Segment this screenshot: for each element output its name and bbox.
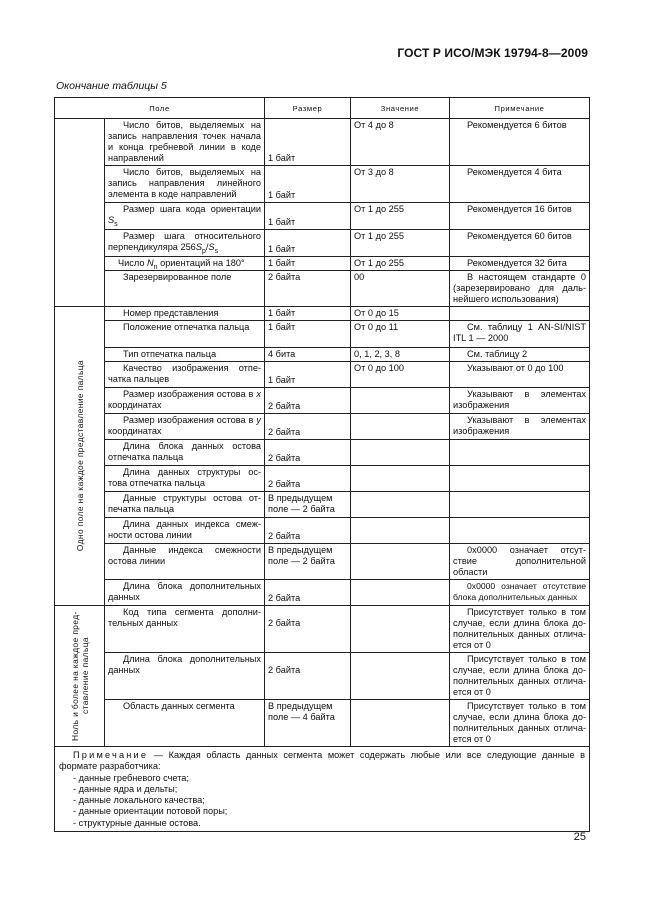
field-cell: Положение отпечатка пальца: [105, 321, 265, 348]
size-cell: 1 байт: [265, 362, 351, 388]
field-cell: Тип отпечатка пальца: [105, 348, 265, 362]
size-cell: 2 байта: [265, 388, 351, 414]
group-label-cell: [55, 307, 105, 606]
note-cell: Указывают в элементах изображения: [450, 414, 590, 440]
size-cell: 2 байта: [265, 518, 351, 544]
table-row: [55, 580, 590, 606]
size-cell: 1 байт: [265, 166, 351, 203]
field-cell: Число битов, выделяемых на запись направления точек начала и конца гребневой линии в коде направлений: [105, 119, 265, 166]
footnote-lead: [59, 750, 585, 773]
table-row: [55, 492, 590, 518]
group-label-zero-or-more: Ноль и более на каждое представление пальца: [69, 611, 90, 741]
list-item: - структурные данные остова.: [73, 818, 585, 829]
col-header-value: Значение: [351, 98, 450, 119]
group-cell-empty: [55, 119, 105, 307]
note-cell: Рекомендуется 16 битов: [450, 203, 590, 230]
field-cell: Данные структуры остова отпечатка пальца: [105, 492, 265, 518]
field-cell: Длина данных структуры остова отпечатка пальца: [105, 466, 265, 492]
note-cell: Рекомендуется 60 битов: [450, 230, 590, 257]
table-row: [55, 653, 590, 700]
field-cell: Число битов, выделяемых на запись направления линейного элемента в коде направлений: [105, 166, 265, 203]
field-cell: Качество изображения отпечатка пальцев: [105, 362, 265, 388]
footnote-list: [59, 773, 585, 829]
field-cell: Число $N_n$ ориентаций на 180°: [105, 257, 265, 271]
table-row: [55, 321, 590, 348]
col-header-note: Примечание: [450, 98, 590, 119]
size-cell: 1 байт: [265, 307, 351, 321]
table-row: [55, 466, 590, 492]
table-row: [55, 606, 590, 653]
field-cell: Размер изображения остова в x координатах: [105, 388, 265, 414]
table-row: [55, 414, 590, 440]
size-cell: 1 байт: [265, 321, 351, 348]
table-row: [55, 271, 590, 307]
size-cell: 1 байт: [265, 203, 351, 230]
note-cell: 0x0000 означает отсутствие дополнительной области: [450, 544, 590, 580]
field-cell: Зарезервированное поле: [105, 271, 265, 307]
size-cell: 4 бита: [265, 348, 351, 362]
field-cell: Длина блока дополнительных данных: [105, 580, 265, 606]
note-cell: В настоящем стандарте 0 (зарезервировано для дальнейшего использования): [450, 271, 590, 307]
table-row: [55, 307, 590, 321]
note-cell: Рекомендуется 32 бита: [450, 257, 590, 271]
table-row: [55, 119, 590, 166]
value-cell: От 1 до 255: [351, 203, 450, 230]
value-cell: [351, 700, 450, 747]
size-cell: 1 байт: [265, 119, 351, 166]
note-cell: Рекомендуется 6 битов: [450, 119, 590, 166]
size-cell: 2 байта: [265, 653, 351, 700]
col-header-field: Поле: [55, 98, 265, 119]
value-cell: [351, 492, 450, 518]
note-cell: [450, 518, 590, 544]
table-row: [55, 166, 590, 203]
value-cell: [351, 388, 450, 414]
table-row: [55, 362, 590, 388]
value-cell: [351, 518, 450, 544]
note-cell: Указывают от 0 до 100: [450, 362, 590, 388]
note-cell: [450, 440, 590, 466]
value-cell: 00: [351, 271, 450, 307]
footnote-text: — Каждая область данных сегмента может содержать любые или все следующие данные в формате разработчика:: [59, 750, 586, 772]
field-cell: Данные индекса смежности остова линии: [105, 544, 265, 580]
field-cell: Длина блока данных остова отпечатка пальца: [105, 440, 265, 466]
field-cell: Номер представления: [105, 307, 265, 321]
size-cell: 2 байта: [265, 466, 351, 492]
table-row: [55, 544, 590, 580]
value-cell: От 1 до 255: [351, 257, 450, 271]
note-cell: Присутствует только в том случае, если длина блока дополнительных данных отличается от 0: [450, 606, 590, 653]
field-cell: Длина данных индекса смежности остова линии: [105, 518, 265, 544]
table-row: [55, 230, 590, 257]
table-row: [55, 257, 590, 271]
value-cell: [351, 653, 450, 700]
size-cell: 2 байта: [265, 580, 351, 606]
col-header-size: Размер: [265, 98, 351, 119]
list-item: - данные гребневого счета;: [73, 773, 585, 784]
field-cell: Код типа сегмента дополнительных данных: [105, 606, 265, 653]
note-cell: [450, 307, 590, 321]
value-cell: [351, 606, 450, 653]
field-cell: Размер шага относительного перпендикуляра $256S_p/S_s$: [105, 230, 265, 257]
value-cell: От 0 до 15: [351, 307, 450, 321]
document-header: ГОСТ Р ИСО/МЭК 19794-8—2009: [397, 46, 588, 60]
value-cell: 0, 1, 2, 3, 8: [351, 348, 450, 362]
size-cell: 1 байт: [265, 257, 351, 271]
list-item: - данные ориентации потовой поры;: [73, 806, 585, 817]
group-label-one-per-view: Одно поле на каждое представление пальца: [74, 360, 85, 552]
size-cell: 2 байта: [265, 440, 351, 466]
field-cell: Длина блока дополнительных данных: [105, 653, 265, 700]
field-cell: Область данных сегмента: [105, 700, 265, 747]
size-cell: 2 байта: [265, 271, 351, 307]
size-cell: 1 байт: [265, 230, 351, 257]
value-cell: От 0 до 100: [351, 362, 450, 388]
value-cell: [351, 466, 450, 492]
note-cell: См. таблицу 1 AN-SI/NIST ITL 1 — 2000: [450, 321, 590, 348]
table-row: [55, 388, 590, 414]
table-footnote-row: [55, 747, 590, 832]
table-row: [55, 518, 590, 544]
note-cell: 0x0000 означает отсутствие блока дополнительных данных: [450, 580, 590, 606]
value-cell: [351, 440, 450, 466]
list-item: - данные ядра и дельты;: [73, 784, 585, 795]
value-cell: От 1 до 255: [351, 230, 450, 257]
field-cell: Размер шага кода ориентации $S_s$: [105, 203, 265, 230]
value-cell: [351, 414, 450, 440]
value-cell: От 0 до 11: [351, 321, 450, 348]
size-cell: 2 байта: [265, 606, 351, 653]
field-cell: Размер изображения остова в y координатах: [105, 414, 265, 440]
table-row: [55, 348, 590, 362]
value-cell: От 3 до 8: [351, 166, 450, 203]
note-cell: Рекомендуется 4 бита: [450, 166, 590, 203]
table-caption: Окончание таблицы 5: [56, 80, 167, 92]
note-cell: Присутствует только в том случае, если длина блока дополнительных данных отличается от 0: [450, 653, 590, 700]
note-cell: См. таблицу 2: [450, 348, 590, 362]
table-row: [55, 203, 590, 230]
table-footnote: [55, 747, 590, 832]
value-cell: От 4 до 8: [351, 119, 450, 166]
note-cell: Присутствует только в том случае, если длина блока дополнительных данных отличается от 0: [450, 700, 590, 747]
size-cell: В предыдущем поле — 4 байта: [265, 700, 351, 747]
table-header-row: [55, 98, 590, 119]
table-row: [55, 440, 590, 466]
size-cell: В предыдущем поле — 2 байта: [265, 544, 351, 580]
group-label-cell: [55, 606, 105, 747]
table-row: [55, 700, 590, 747]
footnote-label: Примечание: [73, 750, 149, 760]
size-cell: 2 байта: [265, 414, 351, 440]
list-item: - данные локального качества;: [73, 795, 585, 806]
table-5-continuation: [54, 97, 590, 832]
note-cell: [450, 466, 590, 492]
page-number: 25: [573, 831, 586, 843]
value-cell: [351, 580, 450, 606]
size-cell: В предыдущем поле — 2 байта: [265, 492, 351, 518]
note-cell: Указывают в элементах изображения: [450, 388, 590, 414]
note-cell: [450, 492, 590, 518]
value-cell: [351, 544, 450, 580]
